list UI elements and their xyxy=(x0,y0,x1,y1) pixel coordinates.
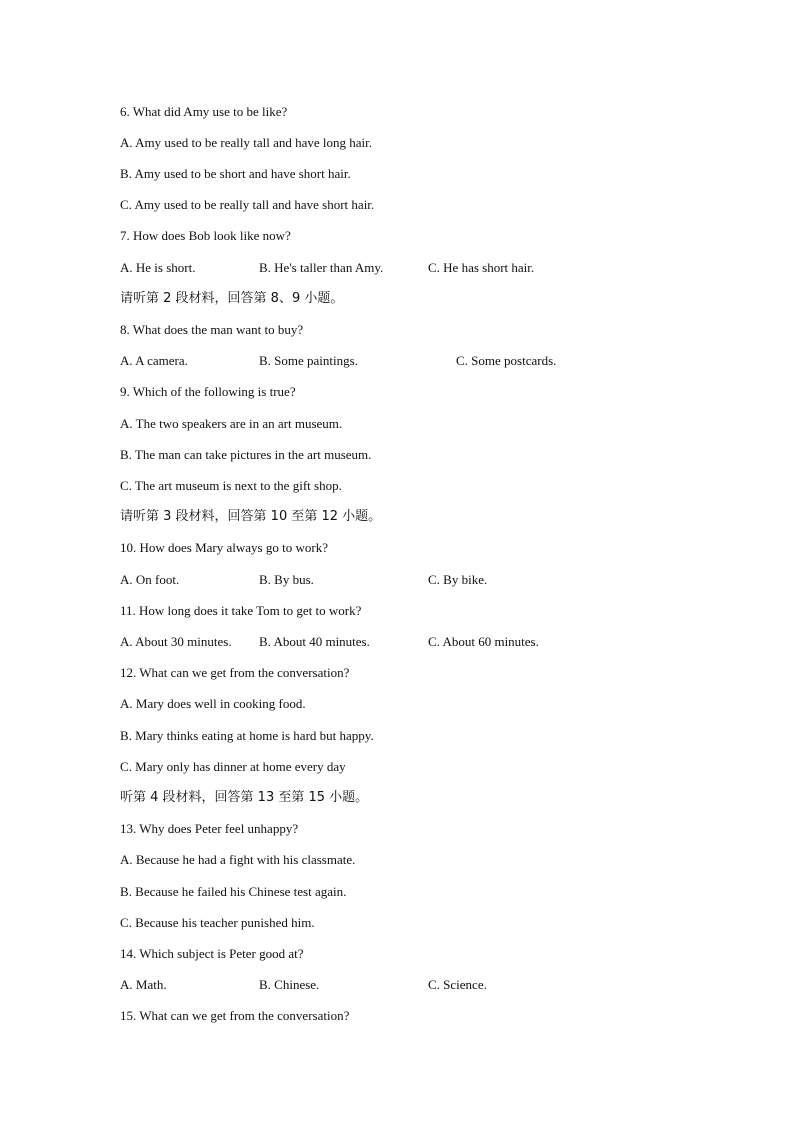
option-7c: C. He has short hair. xyxy=(428,260,535,275)
question-13: 13. Why does Peter feel unhappy? xyxy=(120,821,299,836)
question-11: 11. How long does it take Tom to get to work? xyxy=(120,603,362,618)
option-9c: C. The art museum is next to the gift shop. xyxy=(120,478,342,493)
option-6c: C. Amy used to be really tall and have short hair. xyxy=(120,197,375,212)
section-3-instruction: 请听第 3 段材料，回答第 10 至第 12 小题。 xyxy=(120,509,382,524)
question-7: 7. How does Bob look like now? xyxy=(120,228,291,243)
option-11b: B. About 40 minutes. xyxy=(259,634,370,649)
option-9b: B. The man can take pictures in the art museum. xyxy=(120,447,372,462)
option-8c: C. Some postcards. xyxy=(456,353,557,368)
question-12: 12. What can we get from the conversation? xyxy=(120,665,350,680)
option-11c: C. About 60 minutes. xyxy=(428,634,539,649)
option-13c: C. Because his teacher punished him. xyxy=(120,915,315,930)
option-11a: A. About 30 minutes. xyxy=(120,634,232,649)
option-6a: A. Amy used to be really tall and have long hair. xyxy=(120,135,372,150)
section-2-instruction: 请听第 2 段材料，回答第 8、9 小题。 xyxy=(120,291,344,306)
option-12b: B. Mary thinks eating at home is hard but happy. xyxy=(120,728,374,743)
option-12c: C. Mary only has dinner at home every day xyxy=(120,759,346,774)
option-14a: A. Math. xyxy=(120,977,167,992)
option-10b: B. By bus. xyxy=(259,572,314,587)
option-13b: B. Because he failed his Chinese test again. xyxy=(120,884,347,899)
option-9a: A. The two speakers are in an art museum. xyxy=(120,416,343,431)
question-15: 15. What can we get from the conversation? xyxy=(120,1008,350,1023)
option-10a: A. On foot. xyxy=(120,572,180,587)
question-8: 8. What does the man want to buy? xyxy=(120,322,304,337)
question-6: 6. What did Amy use to be like? xyxy=(120,104,288,119)
option-8a: A. A camera. xyxy=(120,353,188,368)
option-8b: B. Some paintings. xyxy=(259,353,358,368)
option-14c: C. Science. xyxy=(428,977,487,992)
option-7a: A. He is short. xyxy=(120,260,196,275)
question-10: 10. How does Mary always go to work? xyxy=(120,540,328,555)
option-6b: B. Amy used to be short and have short hair. xyxy=(120,166,351,181)
section-4-instruction: 听第 4 段材料，回答第 13 至第 15 小题。 xyxy=(120,790,369,805)
option-14b: B. Chinese. xyxy=(259,977,320,992)
option-13a: A. Because he had a fight with his classmate. xyxy=(120,852,356,867)
option-12a: A. Mary does well in cooking food. xyxy=(120,696,306,711)
question-9: 9. Which of the following is true? xyxy=(120,384,296,399)
option-7b: B. He's taller than Amy. xyxy=(259,260,384,275)
option-10c: C. By bike. xyxy=(428,572,488,587)
question-14: 14. Which subject is Peter good at? xyxy=(120,946,304,961)
